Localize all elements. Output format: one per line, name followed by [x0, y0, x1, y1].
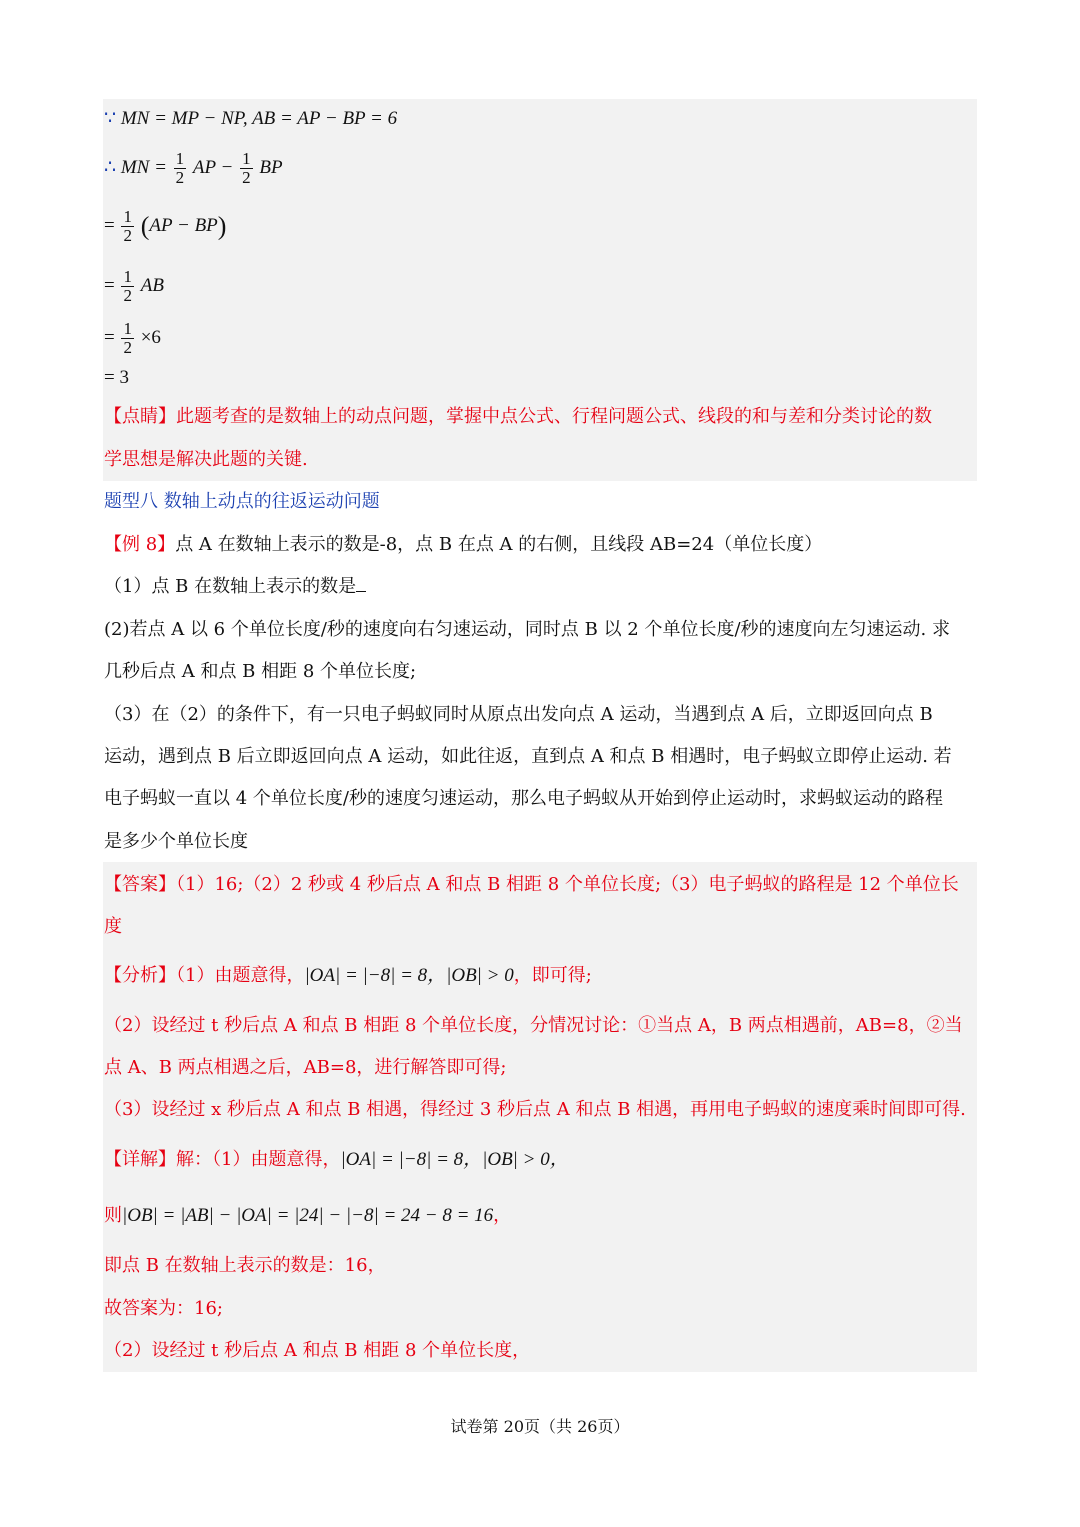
fraction-half: $\frac{1}{2}$	[123, 207, 132, 246]
detail-line-1: 【详解】解：（1）由题意得，|OA| = |−8| = 8，|OB| > 0，	[104, 1149, 569, 1170]
example-q3-line-2: 运动，遇到点 B 后立即返回向点 A 运动，如此往返，直到点 A 和点 B 相遇时，电子蚂蚁立即停止运动. 若	[104, 746, 952, 767]
proof-line-2-mid: AP −	[192, 157, 234, 178]
proof-line-2	[104, 148, 976, 188]
page-footer: 试卷第 20页（共 26页）	[450, 1417, 630, 1436]
proof-line-5: = $\frac{1}{2}$ ×6	[104, 319, 161, 358]
detail-line-3: 即点 B 在数轴上表示的数是：16，	[104, 1255, 386, 1276]
answer-line-1: 【答案】（1）16;（2）2 秒或 4 秒后点 A 和点 B 相距 8 个单位长度;（3）电子蚂蚁的路程是 12 个单位长	[104, 874, 959, 895]
proof-line-6: = 3	[104, 367, 129, 388]
proof-line-3: = $\frac{1}{2}$ (AP − BP)	[104, 207, 227, 246]
analysis-line-1: 【分析】（1）由题意得，|OA| = |−8| = 8，|OB| > 0，即可得;	[104, 965, 592, 986]
example-q1: （1）点 B 在数轴上表示的数是	[104, 574, 976, 600]
detail-line-2: 则|OB| = |AB| − |OA| = |24| − |−8| = 24 − 8 = 16，	[104, 1205, 512, 1226]
detail-tag: 【详解】	[104, 1149, 176, 1170]
answer-blank	[356, 575, 366, 592]
example-q2-line-2: 几秒后点 A 和点 B 相距 8 个单位长度;	[104, 661, 417, 682]
because-symbol: ∵	[104, 108, 117, 129]
proof-line-5-expr: ×6	[140, 327, 161, 348]
answer-tag: 【答案】	[104, 874, 176, 895]
fraction-half: $\frac{1}{2}$	[123, 319, 132, 358]
answer-line-2: 度	[104, 916, 122, 937]
comment-line-1: 【点睛】此题考查的是数轴上的动点问题，掌握中点公式、行程问题公式、线段的和与差和分类讨论的数	[104, 406, 932, 427]
fraction-half: $\frac{1}{2}$	[175, 149, 185, 188]
proof-line-4-expr: AB	[140, 275, 164, 296]
example-q3-line-4: 是多少个单位长度	[104, 831, 248, 852]
example-q3-line-1: （3）在（2）的条件下，有一只电子蚂蚁同时从原点出发向点 A 运动，当遇到点 A 后，立即返回向点 B	[104, 704, 933, 725]
therefore-symbol: ∴	[104, 157, 117, 178]
detail-line-5: （2）设经过 t 秒后点 A 和点 B 相距 8 个单位长度，	[104, 1340, 531, 1361]
comment-line-2: 学思想是解决此题的关键.	[104, 449, 308, 470]
analysis-line-3: 点 A、B 两点相遇之后，AB=8，进行解答即可得;	[104, 1057, 507, 1078]
proof-line-4: = $\frac{1}{2}$ AB	[104, 267, 164, 306]
analysis-line-2: （2）设经过 t 秒后点 A 和点 B 相距 8 个单位长度，分情况讨论：①当点 A，B 两点相遇前，AB=8，②当	[104, 1015, 963, 1036]
example-q3-line-3: 电子蚂蚁一直以 4 个单位长度/秒的速度匀速运动，那么电子蚂蚁从开始到停止运动时，求蚂蚁运动的路程	[104, 788, 943, 809]
proof-line-2-end: BP	[259, 157, 283, 178]
fraction-half: $\frac{1}{2}$	[242, 149, 251, 188]
analysis-tag: 【分析】	[104, 965, 176, 986]
fraction-half: $\frac{1}{2}$	[123, 267, 132, 306]
proof-line-1	[104, 106, 976, 132]
example-q2-line-1: (2)若点 A 以 6 个单位长度/秒的速度向右匀速运动，同时点 B 以 2 个单位长度/秒的速度向左匀速运动. 求	[104, 619, 950, 640]
comment-tag: 【点睛】	[104, 406, 176, 427]
example-stem: 【例 8】点 A 在数轴上表示的数是-8，点 B 在点 A 的右侧，且线段 AB=24（单位长度）	[104, 534, 823, 555]
analysis-line-4: （3）设经过 x 秒后点 A 和点 B 相遇，得经过 3 秒后点 A 和点 B 相遇，再用电子蚂蚁的速度乘时间即可得.	[104, 1099, 966, 1120]
detail-line-4: 故答案为：16;	[104, 1298, 223, 1319]
proof-line-2-lhs: MN =	[120, 157, 167, 178]
section-title: 题型八 数轴上动点的往返运动问题	[104, 491, 380, 512]
proof-line-3-expr: AP − BP	[149, 215, 218, 236]
proof-line-1-expr: MN = MP − NP, AB = AP − BP = 6	[120, 108, 398, 129]
example-tag: 【例 8】	[104, 534, 176, 555]
